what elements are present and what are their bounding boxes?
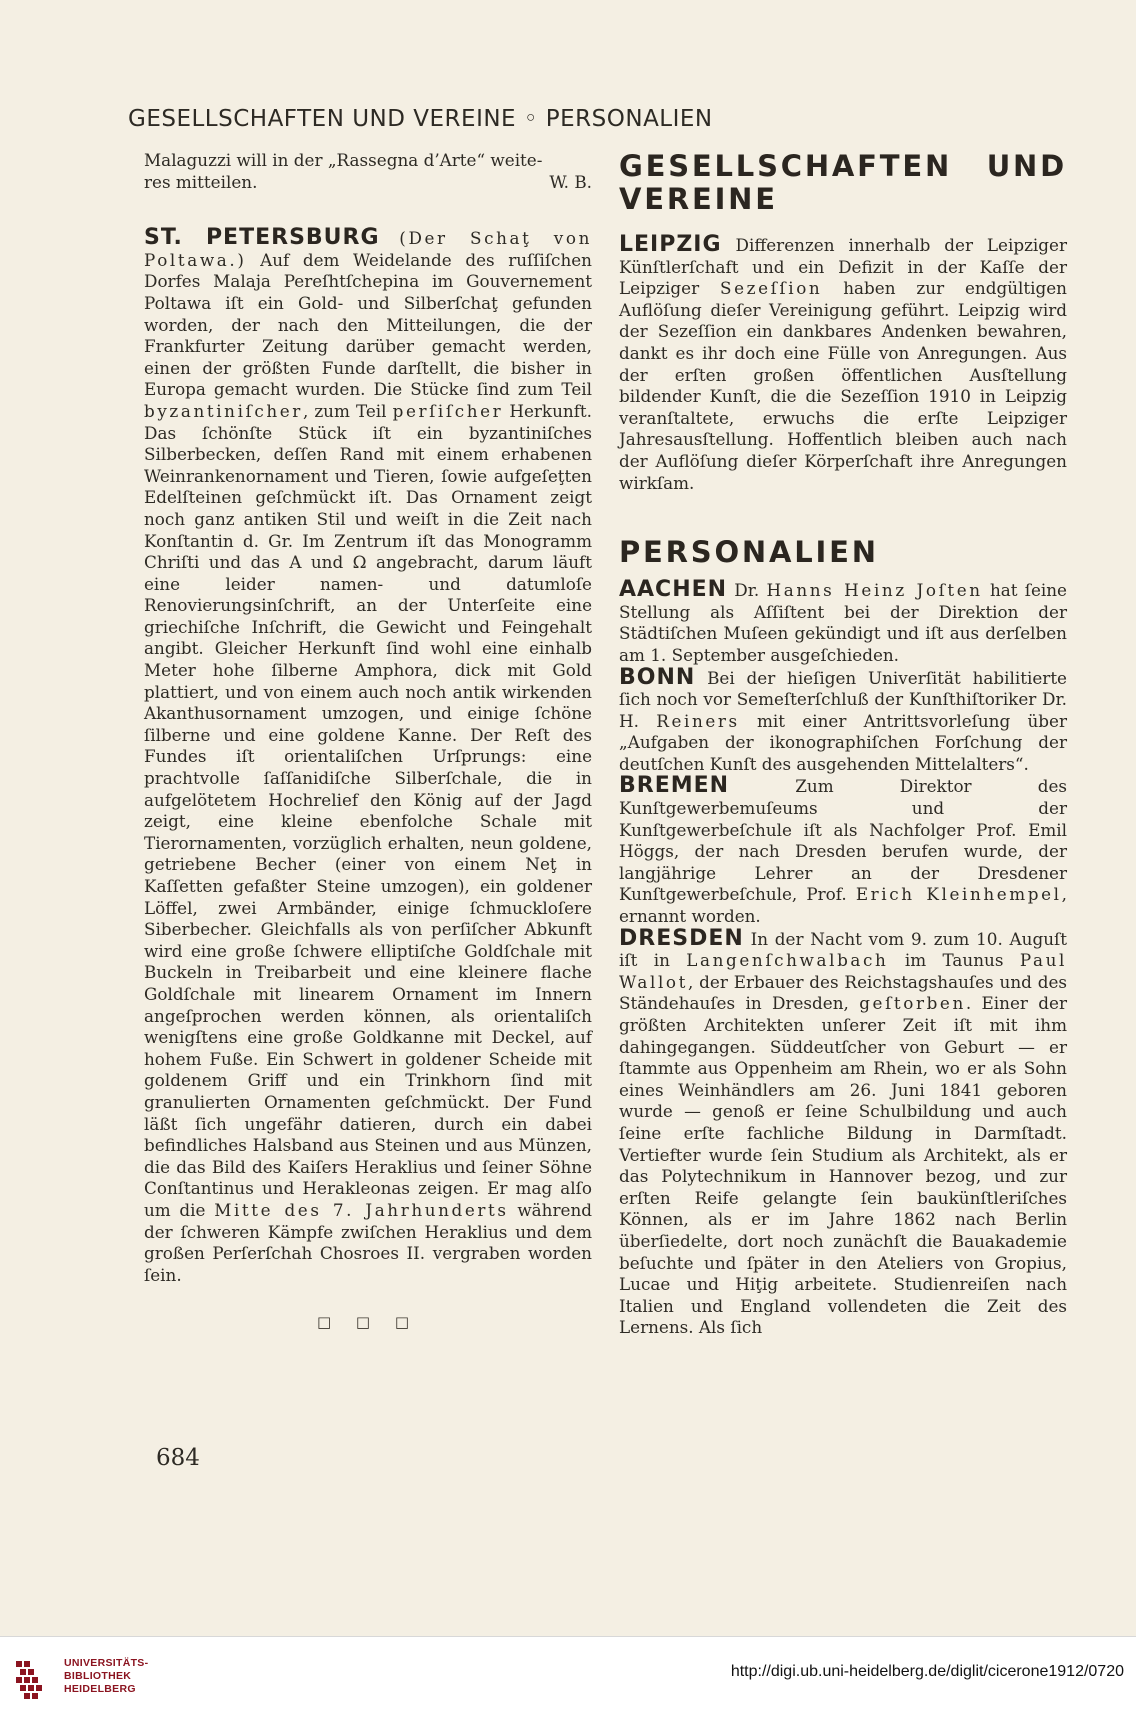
running-head: GESELLSCHAFTEN UND VEREINE ◦ PERSONALIEN (128, 106, 713, 132)
digitization-footer (0, 1636, 1136, 1717)
emphasis-text: Langenſchwalbach (686, 950, 889, 971)
left-column (144, 150, 592, 1334)
library-name-line: BIBLIOTHEK (64, 1670, 132, 1682)
emphasis-text: Sezeſſion (720, 278, 823, 299)
city-heading-leipzig: LEIPZIG (619, 232, 722, 257)
emphasis-text: perſiſcher (392, 400, 504, 421)
article-bremen (619, 775, 1067, 927)
emphasis-text: geſtorben (859, 993, 966, 1014)
article-text: , der Erbauer des Reichstagshauſes und des Ständehauſes in Dresden, (619, 971, 1067, 1014)
emphasis-text: Reiners (656, 710, 740, 731)
article-text: mit einer Antrittsvorleſung über „Aufgaben der ikonographiſchen Forſchung der deutſchen Kunſt des ausgehenden Mittelalters“. (619, 710, 1067, 774)
city-heading-bonn: BONN (619, 664, 696, 690)
intro-paragraph (144, 150, 592, 193)
article-aachen (619, 579, 1067, 666)
article-text: Herkunft. Das ſchönſte Stück iſt ein byzantiniſches Silberbecken, deſſen Rand mit einem erhabenen Weinrankenornament und Tieren, ſowie aufgeſeţten Edelſteinen geſchmückt iſt. Das Ornament zeigt noch ganz antiken Stil und weiſt in die Zeit nach Konſtantin d. Gr. Im Zentrum iſt das Monogramm Chriſti und das Α und Ω angebracht, darum läuft eine leider namen- und datumloſe Renovierungsinſchrift, an der Unterſeite eine griechiſche Inſchrift, die Gewicht und Feingehalt angibt. Gleicher Herkunft ſind wohl eine einhalb Meter hohe ſilberne Amphora, dick mit Gold plattiert, und von einem auch noch antik wirkenden Akanthusornament umzogen, und einige ſchöne ſilberne und eine goldene Kanne. Der Reſt des Fundes iſt orientaliſchen Urſprungs: eine prachtvolle ſaſſanidiſche Silberſchale, die in aufgelötetem Hochrelief den König auf der Jagd zeigt, eine kleine ebenfolche Schale mit Tierornamenten, vorzüglich erhalten, neun goldene, getriebene Becher (einer von einem Neţ in Kaſſetten gefaßter Steine umzogen), ein goldener Löffel, zwei Armbänder, einige ſchmuckloſere Siberbecher. Gleichfalls als von perſiſcher Abkunft wird eine große ſchwere elliptiſche Goldſchale mit Buckeln in Treibarbeit und eine kleinere flache Goldſchale mit linearem Ornament im Innern angeſprochen werden können, als orientaliſch wenigſtens eine große Goldkanne mit Deckel, auf hohem Fuße. Ein Schwert in goldener Scheide mit goldenem Griff und ein Trinkhorn ſind mit granulierten Ornamenten geſchmückt. Der Fund läßt ſich ungefähr datieren, durch ein dabei befindliches Halsband aus Steinen und aus Münzen, die das Bild des Kaiſers Heraklius und ſeiner Söhne Conſtantinus und Herakleonas zeigen. Er mag alſo um die (144, 400, 592, 1220)
right-column (619, 150, 1067, 1339)
article-dresden (619, 925, 1067, 1339)
emphasis-text: Hanns Heinz Joſten (766, 580, 983, 601)
article-text: Auf dem Weidelande des ruſſiſchen Dorfes Malaja Pereſhtſchepina im Gouvernement Poltawa iſt ein Gold- und Silberſchaţ gefunden worden, der nach den Mitteilungen, die der Frankfurter Zeitung darüber gemacht werden, einen der größten Funde darſtellt, die bisher in Europa gemacht wurden. Die Stücke ſind zum Teil (144, 249, 592, 400)
page-number: 684 (156, 1445, 200, 1471)
section-heading-personalien: PERSONALIEN (619, 535, 879, 570)
section-heading-gesellschaften: GESELLSCHAFTEN UND VEREINE (619, 149, 1067, 216)
emphasis-text: byzantiniſcher (144, 400, 303, 421)
article-text: . Einer der größten Architekten unſerer Zeit iſt mit ihm dahingegangen. Süddeutſcher von Geburt — er ſtammte aus Oppenheim am Rhein, wo er als Sohn eines Weinhändlers am 26. Juni 1841 geboren wurde — genoß er ſeine Schulbildung und auch ſeine erſte fachliche Bildung in Darmſtadt. Vertiefter wurde ſein Studium als Architekt, als er das Polytechnikum in Hannover bezog, und zur erſten Reife gelangte ſein baukünſtleriſches Können, als er im Jahre 1862 nach Berlin überſiedelte, dort noch zunächſt die Bauakademie beſuchte und ſpäter in den Ateliers von Gropius, Lucae und Hiţig arbeitete. Studienreiſen nach Italien und England vollendeten die Zeit des Lernens. Als ſich (619, 993, 1067, 1338)
article-text: Zum Direktor des Kunſtgewerbemuſeums und der Kunſtgewerbeſchule iſt als Nachfolger Prof. Emil Höggs, der nach Dresden berufen wurde, der langjährige Lehrer an der Dresdener Kunſtgewerbeſchule, Prof. (619, 776, 1067, 905)
article-text: haben zur endgültigen Auflöſung dieſer Vereinigung geführt. Leipzig wird der Sezeſſion ein dankbares Andenken bewahren, dankt es ihr doch eine Fülle von Anregungen. Aus der erſten großen öffentlichen Ausſtellung bildender Kunſt, die die Sezeſſion 1910 in Leipzig veranſtaltete, erwuchs die erſte Leipziger Jahresausſtellung. Hoffentlich bleiben auch nach der Auflöſung dieſer Körperſchaft ihre Anregungen wirkſam. (619, 278, 1067, 493)
author-signature: W. B. (549, 171, 592, 192)
section-end-ornament: □ □ □ (316, 1313, 420, 1332)
article-text: Bei der hieſigen Univerſität habilitierte ſich noch vor Semeſterſchluß der Kunſthiſtoriker Dr. H. (619, 667, 1067, 731)
article-text: , ernannt worden. (619, 884, 1067, 927)
library-name-line: HEIDELBERG (64, 1683, 136, 1695)
city-heading-aachen: AACHEN (619, 577, 728, 603)
source-url-link[interactable]: http://digi.ub.uni-heidelberg.de/diglit/cicerone1912/0720 (730, 1663, 1124, 1680)
article-text: , zum Teil (302, 400, 393, 421)
article-text: hat ſeine Stellung als Aſſiſtent bei der Direktion der Städtiſchen Muſeen gekündigt und iſt aus derſelben am 1. September ausgeſchieden. (619, 580, 1067, 665)
article-st-petersburg (144, 227, 592, 1286)
intro-tail: res mitteilen. (144, 171, 258, 192)
library-name-line: UNIVERSITÄTS- (64, 1657, 149, 1669)
intro-line: Malaguzzi will in der „Rassegna d’Arte“ weite- (144, 150, 543, 170)
article-text: In der Nacht vom 9. zum 10. Auguſt iſt in (619, 928, 1067, 971)
city-heading-dresden: DRESDEN (619, 925, 744, 951)
article-subject: (Der Schaţ von Poltawa.) (144, 228, 592, 270)
article-text: Differenzen innerhalb der Leipziger Künſtlerſchaft und ein Defizit in der Kaſſe der Leipziger (619, 235, 1067, 299)
city-heading-bremen: BREMEN (619, 773, 730, 799)
library-name (64, 1657, 148, 1696)
article-leipzig (619, 234, 1067, 494)
emphasis-text: Paul Wallot (619, 950, 1067, 992)
library-logo-icon (14, 1657, 58, 1701)
article-text: im Taunus (888, 950, 1020, 971)
emphasis-text: Mitte des 7. Jahrhunderts (214, 1199, 509, 1220)
city-heading-st-petersburg: ST. PETERSBURG (144, 225, 380, 251)
article-text: während der ſchweren Kämpfe zwiſchen Heraklius und dem großen Perſerſchah Chosroes II. vergraben worden ſein. (144, 1199, 592, 1285)
emphasis-text: Erich Kleinhempel (855, 884, 1062, 905)
article-text: Dr. (727, 580, 767, 601)
intro-tail-line (144, 172, 592, 194)
article-bonn (619, 664, 1067, 776)
